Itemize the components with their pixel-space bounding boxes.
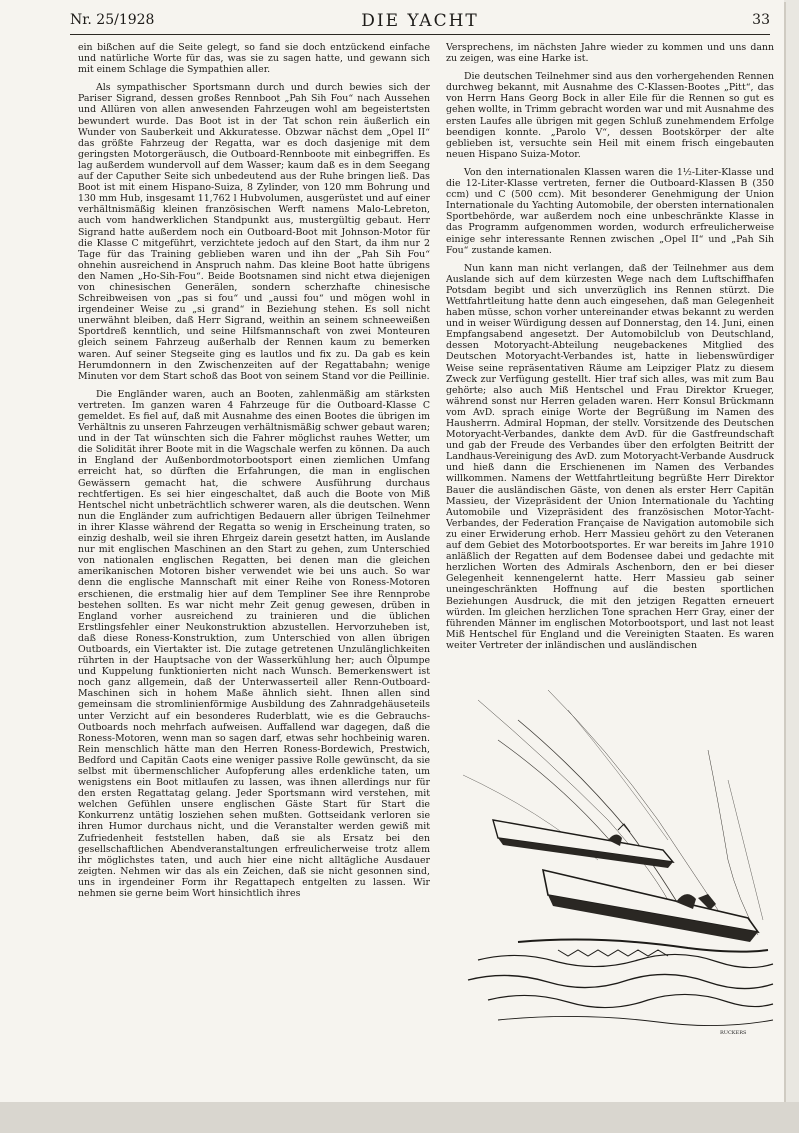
left-text-column [78,42,430,1042]
scan-margin [0,1102,799,1133]
racing-motorboats-illustration [458,680,778,1040]
magazine-title: DIE YACHT [361,11,479,31]
paragraph: Von den internationalen Klassen waren die 1½-Liter-Klasse und die 12-Liter-Klasse vertreten, ferner die Outboard-Klassen B (350 ccm) und C (500 ccm). Mit besonderer Genehmigung der Union Internationale du Yachting Automobile, der obersten internationalen Sportbehörde, war außerdem noch eine unbeschränkte Klasse in das Programm aufgenommen worden, wodurch erfreulicherweise einige sehr interessante Rennen zwischen „Opel II“ und „Pah Sih Fou“ zustande kamen. [446,166,774,256]
page-number: 33 [752,12,770,28]
racing-motorboats-icon [458,680,778,1040]
page-header [70,12,770,36]
paragraph: Versprechens, im nächsten Jahre wieder zu kommen und uns dann zu zeigen, was eine Harke ist. [446,42,774,65]
right-text-column [446,42,774,679]
paragraph: Die Engländer waren, auch an Booten, zahlenmäßig am stärksten vertreten. Im ganzen waren 4 Fahrzeuge für die Outboard-Klasse C gemeldet. Es fiel auf, daß mit Ausnahme des einen Bootes die übrigen im Verhältnis zu unseren Fahrzeugen verhältnismäßig schwer gebaut waren; und in der Tat wünschten sich die Fahrer möglichst rauhes Wetter, um die Solidität ihrer Boote mit in die Wagschale werfen zu können. Da auch in England der Außenbordmotorbootsport einen ziemlichen Umfang erreicht hat, so dürften die Erfahrungen, die man in englischen Gewässern gemacht hat, die schwere Ausführung durchaus rechtfertigen. Es sei hier eingeschaltet, daß auch die Boote von Miß Hentschel nicht unbeträchtlich schwerer waren, als die deutschen. Wenn nun die Engländer zum aufrichtigen Bedauern aller übrigen Teilnehmer in ihrer Klasse während der Regatta so wenig in Erscheinung traten, so einzig deshalb, weil sie ihren Ehrgeiz darein gesetzt hatten, im Auslande nur mit englischen Maschinen an den Start zu gehen, zum Unterschied von nationalen englischen Regatten, bei denen man die gleichen amerikanischen Motoren bisher verwendet wie bei uns auch. So war denn die englische Mannschaft mit einer Reihe von Roness-Motoren erschienen, die erstmalig hier auf dem Templiner See ihre Rennprobe bestehen sollten. Es war nicht mehr Zeit genug gewesen, drüben in England vorher ausreichend zu trainieren und die üblichen Erstlingsfehler einer Neukonstruktion abzustellen. Hervorzuheben ist, daß diese Roness-Konstruktion, zum Unterschied von allen übrigen Outboards, ein Viertakter ist. Die zutage getretenen Unzulänglichkeiten rührten in der Hauptsache von der Wasserkühlung her; auch Ölpumpe und Kuppelung funktionierten nicht nach Wunsch. Bemerkenswert ist noch ganz allgemein, daß der Unterwasserteil aller Renn-Outboard-Maschinen sich in hohem Maße ähnlich sieht. Ihnen allen sind gemeinsam die stromlinienförmige Ausbildung des Zahnradgehäuseteils unter Verzicht auf ein besonderes Ruderblatt, wie es die Gebrauchs-Outboards noch mehrfach aufweisen. Auffallend war dagegen, daß die Roness-Motoren, wenn man so sagen darf, etwas sehr hochbeinig waren. Rein menschlich hätte man den Herren Roness-Bordewich, Prestwich, Bedford und Capitän Caots eine weniger passive Rolle gewünscht, da sie selbst mit übermenschlicher Aufopferung alles erdenkliche taten, um wenigstens ein Boot mitlaufen zu lassen, was ihnen allerdings nur für den ersten Regattatag gelang. Jeder Sportsmann wird verstehen, mit welchen Gefühlen unsere englischen Gäste Start für Start die Konkurrenz untätig losziehen sehen mußten. Gottseidank verloren sie ihren Humor durchaus nicht, und die Veranstalter werden gewiß mit Zufriedenheit feststellen haben, daß sie als Ersatz bei den gesellschaftlichen Abendveranstaltungen erfreulicherweise trotz allem ihr möglichstes taten, und auch hier eine nicht alltägliche Ausdauer zeigten. Nehmen wir das als ein Zeichen, daß sie nicht gesonnen sind, uns in irgendeiner Form ihr Regattapech entgelten zu lassen. Wir nehmen sie gerne beim Wort hinsichtlich ihres [78,388,430,900]
paragraph: Als sympathischer Sportsmann durch und durch bewies sich der Pariser Sigrand, dessen großes Rennboot „Pah Sih Fou“ nach Aussehen und Allüren von allen anwesenden Fahrzeugen wohl am begeistertsten bewundert wurde. Das Boot ist in der Tat schon rein äußerlich ein Wunder von Sauberkeit und Akkuratesse. Obzwar nächst dem „Opel II“ das größte Fahrzeug der Regatta, war es doch dasjenige mit dem geringsten Motorgeräusch, die Outboard-Rennboote mit einbegriffen. Es lag außerdem wundervoll auf dem Wasser; kaum daß es in dem Seegang auf der Caputher Seite sich unbedeutend aus der Ruhe bringen ließ. Das Boot ist mit einem Hispano-Suiza, 8 Zylinder, von 120 mm Bohrung und 130 mm Hub, insgesamt 11,762 l Hubvolumen, ausgerüstet und auf einer verhältnismäßig kleinen französischen Werft namens Malo-Lebreton, auch vom handwerklichen Standpunkt aus, mustergültig gebaut. Herr Sigrand hatte außerdem noch ein Outboard-Boot mit Johnson-Motor für die Klasse C mitgeführt, verzichtete jedoch auf den Start, da ihm nur 2 Tage für das Training geblieben waren und ihn der „Pah Sih Fou“ ohnehin ausreichend in Anspruch nahm. Das kleine Boot hatte übrigens den Namen „Ho-Sih-Fou“. Beide Bootsnamen sind nicht etwa diejenigen von chinesischen Generälen, sondern scherzhafte chinesische Schreibweisen von „pas si fou“ und „aussi fou“ und mögen wohl in irgendeiner Weise zu „si grand“ in Beziehung stehen. Es soll nicht unerwähnt bleiben, daß Herr Sigrand, weithin an seinem schneeweißen Sportdreß kenntlich, und seine Hilfsmannschaft von zwei Monteuren gleich seinem Fahrzeug außerhalb der Rennen kaum zu bemerken waren. Auf seiner Stegseite ging es lautlos und fix zu. Da gab es kein Herumdonnern in den Zwischenzeiten auf der Regattabahn; wenige Minuten vor dem Start schoß das Boot von seinem Stand vor die Peillinie. [78,82,430,382]
issue-number: Nr. 25/1928 [70,12,155,28]
illustration-signature: RUCKERS [720,1030,747,1036]
paragraph: Nun kann man nicht verlangen, daß der Teilnehmer aus dem Auslande sich auf dem kürzesten Wege nach dem Luftschiffhafen Potsdam begibt und sich unverzüglich ins Rennen stürzt. Die Wettfahrtleitung hatte denn auch eingesehen, daß man Gelegenheit haben müsse, schon vorher untereinander etwas bekannt zu werden und in weiser Würdigung dessen auf Donnerstag, den 14. Juni, einen Empfangsabend angesetzt. Der Automobilclub von Deutschland, dessen Motoryacht-Abteilung neugebackenes Mitglied des Deutschen Motoryacht-Verbandes ist, hatte in liebenswürdiger Weise seine repräsentativen Räume am Leipziger Platz zu diesem Zweck zur Verfügung gestellt. Hier traf sich alles, was mit zum Bau gehörte; also auch Miß Hentschel und Frau Direktor Krueger, während sonst nur Herren geladen waren. Herr Konsul Brückmann vom AvD. sprach einige Worte der Begrüßung im Namen des Hausherrn. Admiral Hopman, der stellv. Vorsitzende des Deutschen Motoryacht-Verbandes, dankte dem AvD. für die Gastfreundschaft und gab der Freude des Verbandes über den erfolgten Beitritt der Landhaus-Vereinigung des AvD. zum Motoryacht-Verbande Ausdruck und hieß dann die Erschienenen im Namen des Verbandes willkommen. Namens der Wettfahrtleitung begrüßte Herr Direktor Bauer die ausländischen Gäste, von denen als erster Herr Capitän Massieu, der Vizepräsident der Union Internationale du Yachting Automobile und Vizepräsident des französischen Motor-Yacht-Verbandes, der Federation Française de Navigation automobile sich zu einer Erwiderung erhob. Herr Massieu gehört zu den Veteranen auf dem Gebiet des Motorbootsportes. Er war bereits im Jahre 1910 anläßlich der Regatten auf dem Bodensee dabei und gedachte mit herzlichen Worten des Admirals Aschenborn, den er bei dieser Gelegenheit kennengelernt hatte. Herr Massieu gab seiner uneingeschränkten Hoffnung auf die besten sportlichen Beziehungen Ausdruck, die mit den jetzigen Regatten erneuert würden. Im gleichen herzlichen Tone sprachen Herr Gray, einer der führenden Männer im englischen Motorbootsport, und last not least Miß Hentschel für England und die Vereinigten Staaten. Es waren weiter Vertreter der inländischen und ausländischen [446,262,774,651]
header-rule [70,34,770,35]
paragraph: Die deutschen Teilnehmer sind aus den vorhergehenden Rennen durchweg bekannt, mit Ausnahme des C-Klassen-Bootes „Pitt“, das von Herrn Hans Georg Bock in aller Eile für die Rennen so gut es gehen wollte, in Trimm gebracht worden war und mit Ausnahme des ersten Laufes alle übrigen mit gegen Schluß zunehmendem Erfolge beendigen konnte. „Parolo V“, dessen Bootskörper der alte geblieben ist, versuchte sein Heil mit einem frisch eingebauten neuen Hispano Suiza-Motor. [446,71,774,160]
paragraph: ein bißchen auf die Seite gelegt, so fand sie doch entzückend einfache und natürliche Worte für das, was sie zu sagen hatte, und gewann sich mit einem Schlage die Sympathien aller. [78,42,430,76]
